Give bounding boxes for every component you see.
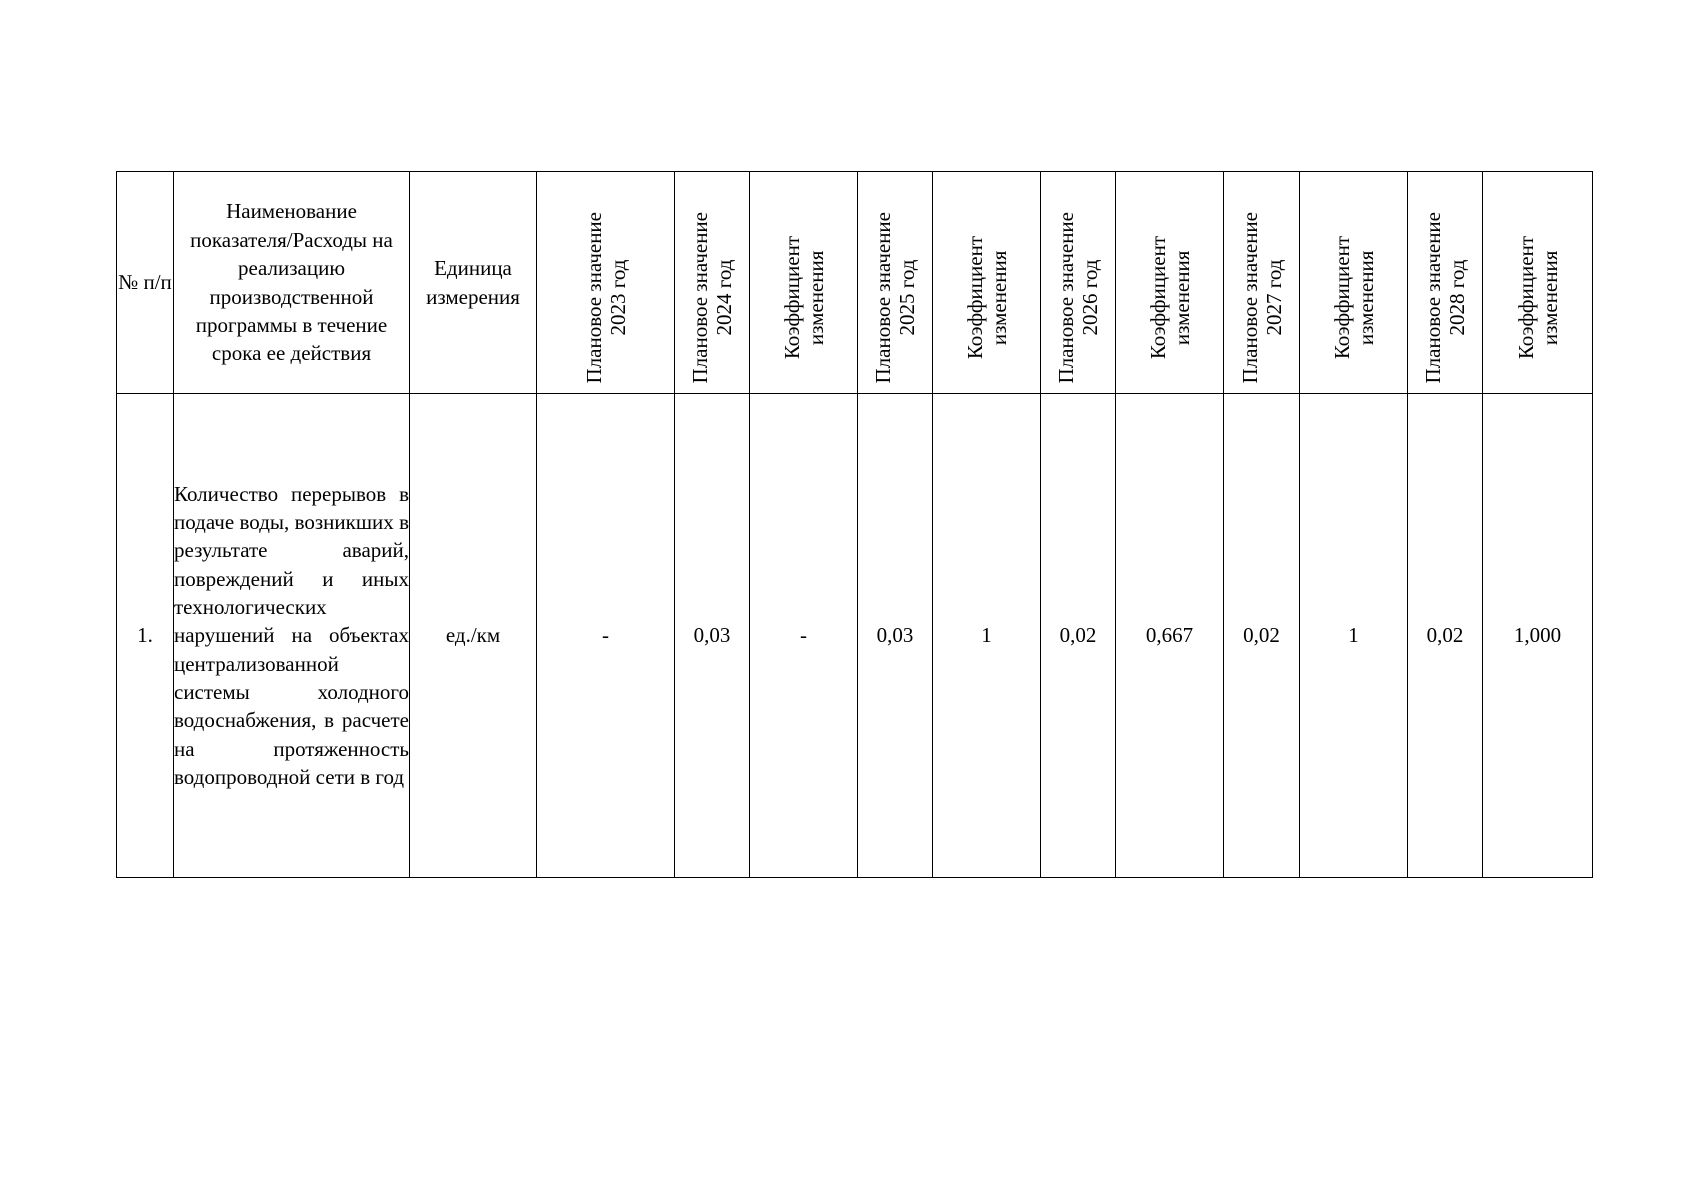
value-plan-2023: - xyxy=(537,394,675,878)
header-plan-2027-line1: Плановое значение xyxy=(1237,211,1262,383)
value-coef-3: 0,667 xyxy=(1116,394,1224,878)
value-plan-2026: 0,02 xyxy=(1041,394,1116,878)
header-plan-2026-line1: Плановое значение xyxy=(1053,211,1078,383)
header-plan-2024-line2: 2024 год xyxy=(712,259,736,336)
header-coef-3-line2: изменения xyxy=(1169,250,1194,345)
row-unit: ед./км xyxy=(410,394,537,878)
value-plan-2027: 0,02 xyxy=(1224,394,1300,878)
value-coef-5: 1,000 xyxy=(1483,394,1593,878)
header-coef-3-line1: Коэффициент xyxy=(1145,235,1170,359)
header-plan-2024-line1: Плановое значение xyxy=(687,211,712,383)
value-plan-2024: 0,03 xyxy=(675,394,750,878)
header-plan-2023 xyxy=(537,172,675,394)
value-coef-1: - xyxy=(750,394,858,878)
header-plan-2028 xyxy=(1408,172,1483,394)
header-coef-2 xyxy=(933,172,1041,394)
header-plan-2023-line2: 2023 год xyxy=(605,259,630,336)
header-plan-2025 xyxy=(858,172,933,394)
header-coef-4-line2: изменения xyxy=(1353,250,1378,345)
header-coef-2-line2: изменения xyxy=(986,250,1011,345)
header-coef-1-line2: изменения xyxy=(803,250,828,345)
header-coef-5-line1: Коэффициент xyxy=(1513,235,1538,359)
header-coef-4-line1: Коэффициент xyxy=(1329,235,1354,359)
header-coef-2-line1: Коэффициент xyxy=(962,235,987,359)
header-plan-2028-line2: 2028 год xyxy=(1445,259,1469,336)
header-plan-2026 xyxy=(1041,172,1116,394)
header-coef-3 xyxy=(1116,172,1224,394)
header-unit: Единица измерения xyxy=(410,172,537,394)
header-plan-2027 xyxy=(1224,172,1300,394)
header-row xyxy=(117,172,1593,394)
header-coef-1-line1: Коэффициент xyxy=(779,235,804,359)
header-plan-2028-line1: Плановое значение xyxy=(1420,211,1445,383)
header-coef-4 xyxy=(1300,172,1408,394)
indicator-table xyxy=(116,171,1593,878)
header-name: Наименование показателя/Расходы на реализацию производственной программы в течение срока ее действия xyxy=(174,172,410,394)
header-num: № п/п xyxy=(117,172,174,394)
header-plan-2023-line1: Плановое значение xyxy=(581,211,606,383)
header-plan-2024 xyxy=(675,172,750,394)
value-plan-2025: 0,03 xyxy=(858,394,933,878)
header-plan-2025-line2: 2025 год xyxy=(895,259,919,336)
row-name: Количество перерывов в подаче воды, возникших в результате аварий, повреждений и иных технологических нарушений на объектах централизованной системы холодного водоснабжения, в расчете на протяженность водопроводной сети в год xyxy=(174,394,410,878)
table-row xyxy=(117,394,1593,878)
value-plan-2028: 0,02 xyxy=(1408,394,1483,878)
header-coef-1 xyxy=(750,172,858,394)
header-coef-5-line2: изменения xyxy=(1537,250,1562,345)
header-plan-2026-line2: 2026 год xyxy=(1078,259,1102,336)
value-coef-2: 1 xyxy=(933,394,1041,878)
header-coef-5 xyxy=(1483,172,1593,394)
value-coef-4: 1 xyxy=(1300,394,1408,878)
header-plan-2027-line2: 2027 год xyxy=(1261,259,1286,336)
row-num: 1. xyxy=(117,394,174,878)
header-plan-2025-line1: Плановое значение xyxy=(870,211,895,383)
